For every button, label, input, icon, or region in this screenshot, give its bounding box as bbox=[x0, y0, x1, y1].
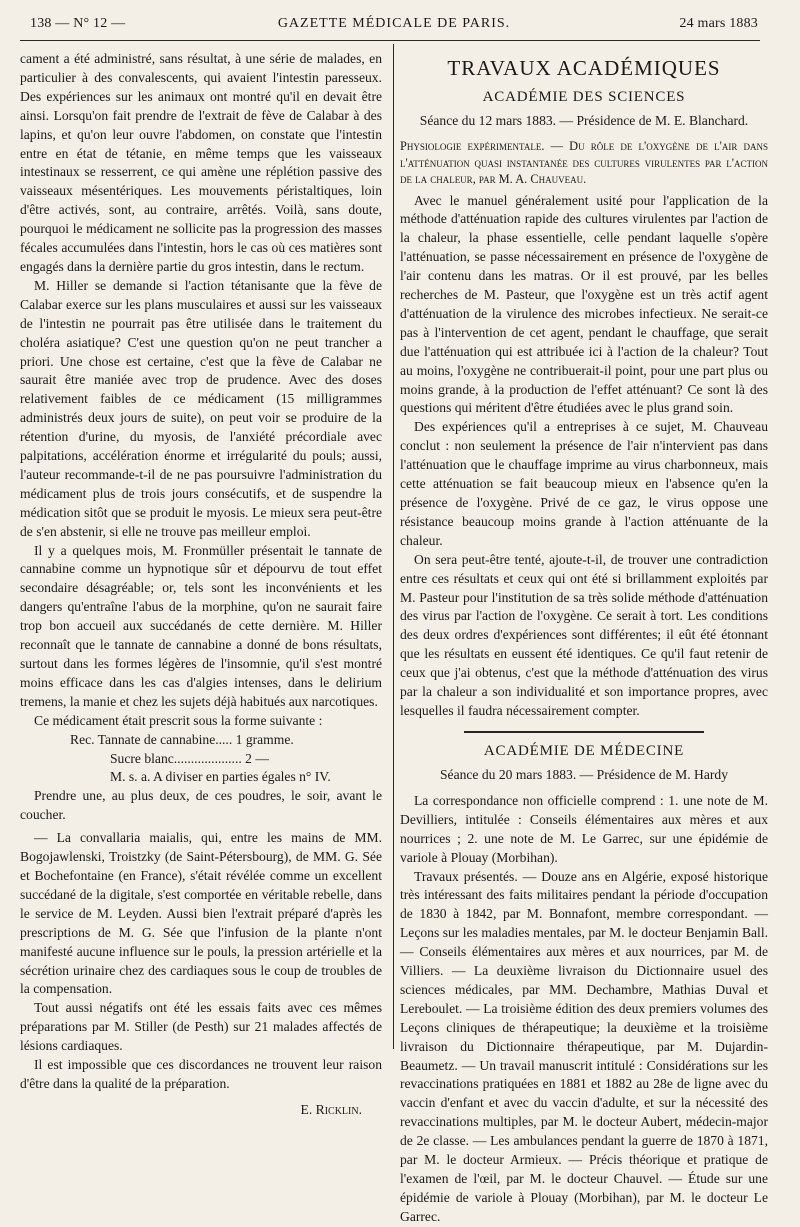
prescription-block bbox=[70, 731, 382, 788]
page-number: 138 — N° 12 — bbox=[30, 16, 126, 31]
paragraph-dosage: Prendre une, au plus deux, de ces poudres, le soir, avant le coucher. bbox=[20, 788, 382, 823]
section-divider bbox=[464, 731, 704, 733]
paragraph-discordances: Il est impossible que ces discordances ne trouvent leur raison d'être dans la qualité de la préparation. bbox=[20, 1057, 382, 1091]
paragraph-stiller: Tout aussi négatifs ont été les essais faits avec ces mêmes préparations par M. Stiller (de Pesth) sur 21 malades affectés de lésions cardiaques. bbox=[20, 1000, 382, 1054]
left-column bbox=[20, 50, 382, 1118]
paragraph-cannabine: Il y a quelques mois, M. Fronmüller présentait le tannate de cannabine comme un hypnotique sûr et dépourvu de tout effet secondaire désagréable; or, tels sont les inconvénients et les dangers qu'entraîne l'abus de la morphine, qu'on ne saurait faire trop bon accueil aux succédanés de cette dernière. M. Hiller reconnaît que le tannate de cannabine a donné de bons résultats, surtout dans les formes légères de l'insomnie, qu'il s'est montré moins efficace dans les cas d'algies intenses, dans le delirium tremens, la manie et chez les sujets déjà habitués aux narcotiques. bbox=[20, 542, 382, 709]
journal-title: GAZETTE MÉDICALE DE PARIS. bbox=[277, 16, 511, 31]
paragraph-hiller-cholera: M. Hiller se demande si l'action tétanisante que la fève de Calabar exerce sur les plans musculaires et aussi sur les vaisseaux de l'intestin ne pourrait pas être utilisée dans le traitement du choléra asiatique? C'est une question qu'on ne peut trancher a priori. Une chose est certaine, c'est que la fève de Calabar ne saurait être maniée avec trop de prudence. Avec des doses relativement faibles de ce médicament (15 milligrammes administrés deux jours de suite), on peut voir se produire de la rétention d'urine, du myosis, de l'anxiété précordiale avec palpitations, accélération énorme et irrégularité du pouls; aussi, l'auteur recommande-t-il de ne pas poursuivre l'administration du médicament plus de trois jours consécutifs, et de suspendre la médication sitôt que se produit le myosis. Le mieux sera peut-être de s'en abstenir, si elle ne trouve pas meilleur emploi. bbox=[20, 277, 382, 539]
right-column bbox=[400, 50, 768, 1227]
academy-medecine-title: ACADÉMIE DE MÉDECINE bbox=[483, 742, 685, 759]
section-title: TRAVAUX ACADÉMIQUES bbox=[447, 56, 721, 80]
paragraph-convallaria: — La convallaria maialis, qui, entre les mains de MM. Bogojawlenski, Troistzky (de Saint-Pétersbourg), de MM. G. Sée et Bochefontaine (en France), s'était révélée comme un excellent succédané de la digitale, s'est comportée en véritable rebelle, dans le service de M. Leyden. Aussi bien l'extrait préparé d'après les prescriptions de M. G. Sée que l'infusion de la plante n'ont manifesté aucune influence sur le pouls, la pression artérielle et la sécrétion urinaire chez des cardiaques sous le coup de troubles de la compensation. bbox=[20, 830, 382, 997]
header-rule bbox=[20, 40, 760, 41]
prescription-line: Rec. Tannate de cannabine..... 1 gramme. bbox=[70, 731, 294, 747]
paragraph-chauveau-conclusion: Des expériences qu'il a entreprises à ce sujet, M. Chauveau conclut : non seulement la présence de l'air n'intervient pas dans l'atténuation que le chauffage imprime au virus charbonneux, mais cette atténuation se fait beaucoup mieux en l'absence qu'en la présence de l'oxygène. Privé de ce gaz, le virus oppose une résistance beaucoup moins grande à l'action atténuante de la chaleur. bbox=[400, 419, 768, 548]
issue-date: 24 mars 1883 bbox=[679, 16, 758, 31]
page-header bbox=[30, 12, 758, 36]
paragraph-contradiction: On sera peut-être tenté, ajoute-t-il, de trouver une contradiction entre ces résultats et ceux qui ont été si brillamment exploités par M. Pasteur pour l'institution de sa très solide méthode d'atténuation des virus par l'action de l'oxygène. Ce serait à tort. Les conditions des deux ordres d'expériences sont différentes; il eût été étonnant que les résultats en eussent été identiques. Ce qu'il faut retenir de ceux que j'ai obtenus, c'est que la méthode d'atténuation des virus par la chaleur a son individualité et son importance propres, avec lesquelles il faudra nécessairement compter. bbox=[400, 551, 768, 718]
column-divider bbox=[393, 44, 394, 1049]
paragraph-prescription-intro: Ce médicament était prescrit sous la forme suivante : bbox=[34, 712, 323, 728]
paragraph-travaux-presentes: Travaux présentés. — Douze ans en Algérie, exposé historique très intéressant des faits militaires pendant la période d'occupation de 1830 à 1842, par M. Bonnafont, membre correspondant. — Leçons sur les maladies mentales, par M. le docteur Benjamin Ball. — Conseils élémentaires aux mères et aux nourrices, par M. de Villiers. — La deuxième livraison du Dictionnaire usuel des sciences médicales, par MM. Dechambre, Mathias Duval et Lereboulet. — La troisième édition des deux premiers volumes des Leçons cliniques de thérapeutique; la deuxième et la troisième livraison du Dictionnaire thérapeutique, par M. Dujardin-Beaumetz. — Un travail manuscrit intitulé : Considérations sur les revaccinations pratiquées en 1881 et 1882 au 28e de ligne avec du vaccin d'enfant et avec du vaccin d'adulte, et sur la nécessité des revaccinations multiples, par M. le docteur Aubert, médecin-major de 2e classe. — Les ambulances pendant la guerre de 1870 à 1871, par M. le docteur Armieux. — Précis théorique et pratique de l'examen de l'œil, par M. le docteur Chauvel. — Étude sur une épidémie de variole à Plouay (Morbihan), par M. le docteur Le Garrec. bbox=[400, 868, 768, 1224]
author-signature: E. Ricklin. bbox=[300, 1101, 362, 1117]
academy-sciences-title: ACADÉMIE DES SCIENCES bbox=[482, 89, 686, 105]
prescription-line: Sucre blanc.................... 2 — bbox=[110, 750, 269, 766]
academy-sciences-seance: Séance du 12 mars 1883. — Présidence de M. E. Blanchard. bbox=[419, 113, 749, 128]
paragraph-attenuation-method: Avec le manuel généralement usité pour l'application de la méthode d'atténuation rapide des cultures virulentes par l'action de la chaleur, la phase essentielle, celle pendant laquelle s'opère l'atténuation, se passe nécessairement en présence de l'oxygène de l'air contenu dans les matras. Or il est prouvé, par les belles recherches de M. Pasteur, que l'oxygène est un très actif agent d'atténuation de la virulence des microbes infectieux. Ne serait-ce pas à l'intervention de cet agent, pendant le chauffage, que serait due l'atténuation qui est attribuée ici à l'action de la chaleur? Tout au moins, l'oxygène ne contribuerait-il point, pour une part plus ou moins grande, à la production de l'effet atténuant? Ce sont là des questions qui méritent d'être étudiées avec le plus grand soin. bbox=[400, 192, 768, 416]
prescription-line: M. s. a. A diviser en parties égales n° IV. bbox=[110, 769, 331, 785]
paragraph-calabar-intestine: cament a été administré, sans résultat, à une série de malades, en particulier à des convalescents, qui avaient l'intestin paresseux. Des expériences sur les animaux ont montré qu'il en devait être ainsi. Lorsqu'on fait prendre de l'extrait de fève de Calabar à des lapins, et qu'on leur ouvre l'abdomen, on constate que l'intestin entre en état de tétanie, en même temps que les vaisseaux intestinaux se resserrent, ce qui amène une réplétion passive des vaisseaux mésentériques. Les mouvements péristaltiques, loin d'être activés, sont, au contraire, arrêtés. Voilà, sans doute, pourquoi le médicament ne sollicite pas la progression des masses fécales accumulées dans l'intestin, hors le cas où ces matières sont engagés dans la dernière partie du gros intestin, dans le rectum. bbox=[20, 51, 382, 274]
paragraph-correspondance: La correspondance non officielle comprend : 1. une note de M. Devilliers, intitulée : Conseils élémentaires aux mères et aux nourrices ; 2. une note de M. Le Garrec, sur une épidémie de variole à Plouay (Morbihan). bbox=[400, 792, 768, 865]
academy-medecine-seance: Séance du 20 mars 1883. — Présidence de M. Hardy bbox=[439, 766, 729, 782]
article-lead-chauveau: Physiologie expérimentale. — Du rôle de l'oxygène de l'air dans l'atténuation quasi instantanée des cultures virulentes par l'action de la chaleur, par M. A. Chauveau. bbox=[400, 139, 768, 186]
